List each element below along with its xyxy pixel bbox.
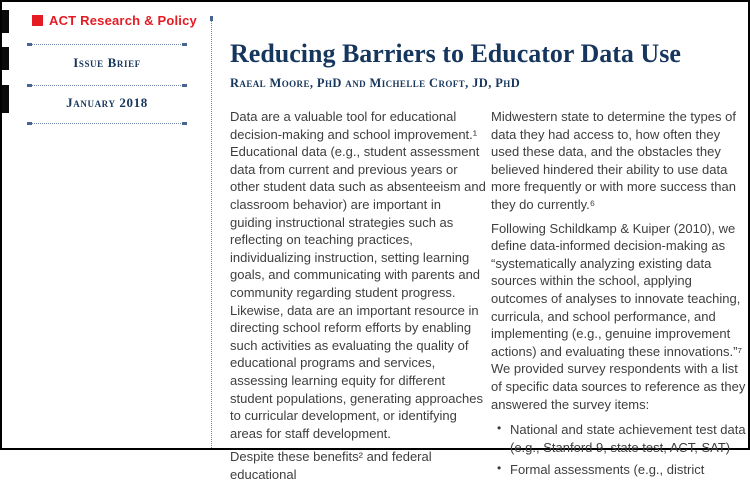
paragraph: Midwestern state to determine the types of data they had access to, how often they used these data, and the obstacles they believed hindered their ability to use data more frequently or with more success than they do currently.⁶ [491, 109, 736, 212]
data-sources-list [491, 421, 747, 479]
dotted-divider [27, 44, 187, 45]
article [230, 2, 748, 482]
brand-header [32, 13, 197, 28]
list-item-text: National and state achievement test data (e.g., Stanford 9, state test, ACT, SAT) [510, 422, 746, 455]
brand-name: ACT Research & Policy [49, 13, 197, 28]
dotted-divider [27, 123, 187, 124]
sidebar [27, 2, 197, 452]
scan-edge-mark [2, 10, 9, 33]
issue-brief-label: Issue Brief [73, 55, 141, 70]
list-item-text: Formal assessments (e.g., district [510, 462, 705, 478]
list-item [497, 421, 747, 456]
column-right [491, 108, 747, 484]
paragraph: Despite these benefits² and federal educational [230, 449, 432, 482]
brand-square-icon [32, 15, 43, 26]
column-left [230, 108, 486, 489]
article-authors: Raeal Moore, PhD and Michelle Croft, JD, PhD [230, 76, 521, 90]
dotted-divider [27, 85, 187, 86]
bullet-icon: • [497, 461, 502, 476]
paragraph: Data are a valuable tool for educational decision-making and school improvement.¹ Educational data (e.g., student assessment data from current and previous years or other student data such as absenteeism and classroom behavior) are important in guiding instructional strategies such as reflecting on teaching practices, individualizing instruction, setting learning goals, and communicating with parents and community regarding student progress. Likewise, data are an important resource in directing school reform efforts by enabling such activities as evaluating the quality of educational programs and services, assessing learning equity for different student populations, generating approaches to curricular development, or identifying areas for staff development. [230, 109, 486, 441]
vertical-dotted-rule [211, 16, 212, 448]
issue-date: January 2018 [66, 95, 148, 110]
article-title: Reducing Barriers to Educator Data Use [230, 39, 681, 68]
scan-edge-mark [2, 85, 9, 113]
scan-edge-mark [2, 47, 9, 70]
bullet-icon: • [497, 421, 502, 436]
paragraph: Following Schildkamp & Kuiper (2010), we define data-informed decision-making as “systematically analyzing existing data sources within the school, applying outcomes of analyses to innovate teaching, curricula, and school performance, and implementing (e.g., genuine improvement actions) and evaluating these innovations.”⁷ We provided survey respondents with a list of specific data sources to reference as they answered the survey items: [491, 220, 746, 412]
list-item [497, 461, 747, 479]
